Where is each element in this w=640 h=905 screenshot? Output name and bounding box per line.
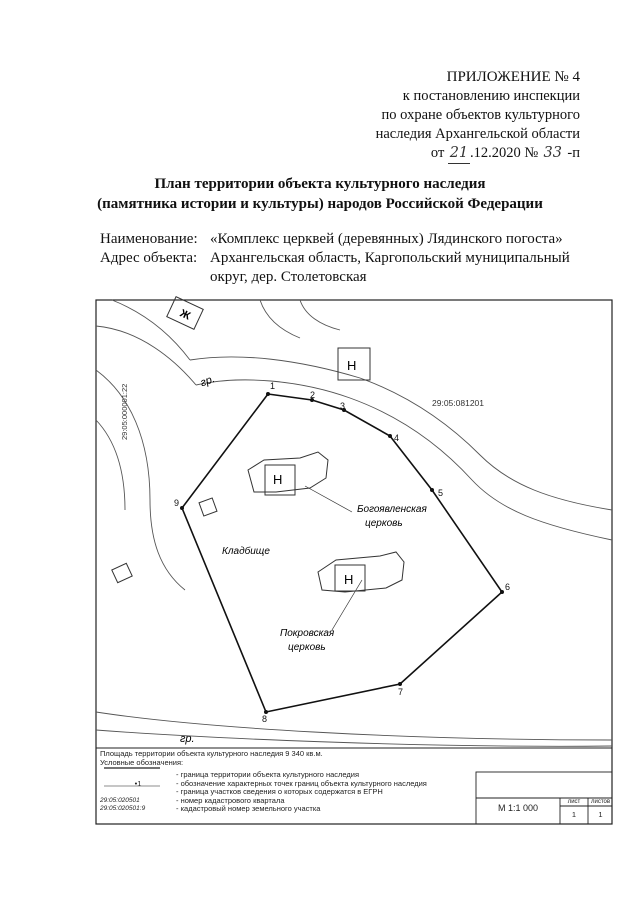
road-label-top: гр. [198, 373, 217, 390]
point-4 [388, 434, 392, 438]
area-text: Площадь территории объекта культурного наследия 9 340 кв.м. [100, 749, 323, 758]
sheets-label: листов [590, 799, 611, 805]
church1-label-1: Богоявленская [357, 504, 427, 515]
road-label-bottom: гр. [180, 733, 195, 745]
date-prefix: от [430, 145, 445, 161]
scale-label: М 1:1 000 [497, 803, 539, 813]
map-frame [96, 300, 612, 824]
point-label-9: 9 [174, 498, 180, 508]
cemetery-label: Кладбище [222, 546, 270, 557]
point-5 [430, 488, 434, 492]
point-label-2: 2 [310, 390, 316, 400]
legend-list [100, 771, 480, 814]
legend-heading: Условные обозначения: [100, 758, 184, 767]
point-label-5: 5 [438, 488, 444, 498]
point-7 [398, 682, 402, 686]
cadastral-quarter-label: 29:05:081201 [432, 398, 484, 408]
point-6 [500, 590, 504, 594]
building-zh-label: Ж [177, 307, 193, 323]
legend-item [100, 805, 480, 814]
name-label: Наименование: [100, 231, 198, 247]
point-1 [266, 392, 270, 396]
address-line-1: Архангельская область, Каргопольский муниципальный [210, 250, 570, 266]
date-rest: .12.2020 № [469, 145, 539, 161]
church2-label-2: церковь [288, 642, 326, 653]
name-value: «Комплекс церквей (деревянных) Лядинского погоста» [210, 231, 563, 247]
point-label-4: 4 [394, 433, 400, 443]
plan-title-line-2: (памятника истории и культуры) народов Российской Федерации [97, 196, 543, 212]
legend-text: - граница территории объекта культурного наследия [176, 770, 360, 779]
church1-label-2: церковь [365, 518, 403, 529]
legend-text: - граница участков сведения о которых содержатся в ЕГРН [176, 787, 383, 796]
sheet-label: лист [567, 799, 581, 805]
appendix-line-1: к постановлению инспекции [402, 88, 580, 104]
church2-label-1: Покровская [280, 628, 335, 639]
church2-outline [318, 552, 404, 592]
church1-outline [248, 452, 328, 492]
sheets-value: 1 [598, 810, 603, 819]
legend-text: - кадастровый номер земельного участка [176, 804, 321, 813]
address-label: Адрес объекта: [100, 250, 198, 266]
appendix-line-3: наследия Архангельской области [375, 126, 580, 142]
legend-item [100, 788, 480, 797]
point-label-6: 6 [505, 582, 511, 592]
small-structure-1 [199, 498, 217, 516]
point-label-7: 7 [398, 687, 404, 697]
legend-text: - обозначение характерных точек границ объекта культурного наследия [176, 778, 427, 788]
point-label-1: 1 [270, 381, 276, 391]
plan-title-line-1: План территории объекта культурного наследия [154, 176, 486, 192]
church2-n-label: Н [344, 572, 354, 587]
point-label-3: 3 [340, 401, 346, 411]
small-structure-2 [112, 563, 132, 582]
building-n-label: Н [347, 358, 357, 373]
legend-text: - номер кадастрового квартала [176, 795, 285, 805]
legend-sample [100, 788, 176, 797]
appendix-line-2: по охране объектов культурного [381, 107, 580, 123]
legend-sample: 29:05:020501 [100, 796, 140, 804]
number-handwritten: 33 [543, 145, 562, 161]
sheet-value: 1 [571, 810, 577, 819]
date-day-handwritten: 21 [448, 144, 470, 164]
address-line-2: округ, дер. Столетовская [210, 269, 367, 285]
point-label-8: 8 [262, 714, 268, 724]
point-9 [180, 506, 184, 510]
church1-n-label: Н [273, 472, 283, 487]
number-suffix: -п [567, 145, 580, 161]
legend-sample: •1 [134, 778, 142, 788]
cadastral-left-label: 29:05:000001:22 [120, 383, 129, 440]
appendix-title: ПРИЛОЖЕНИЕ № 4 [446, 69, 580, 85]
legend-sample: 29:05:020501:9 [100, 805, 146, 812]
